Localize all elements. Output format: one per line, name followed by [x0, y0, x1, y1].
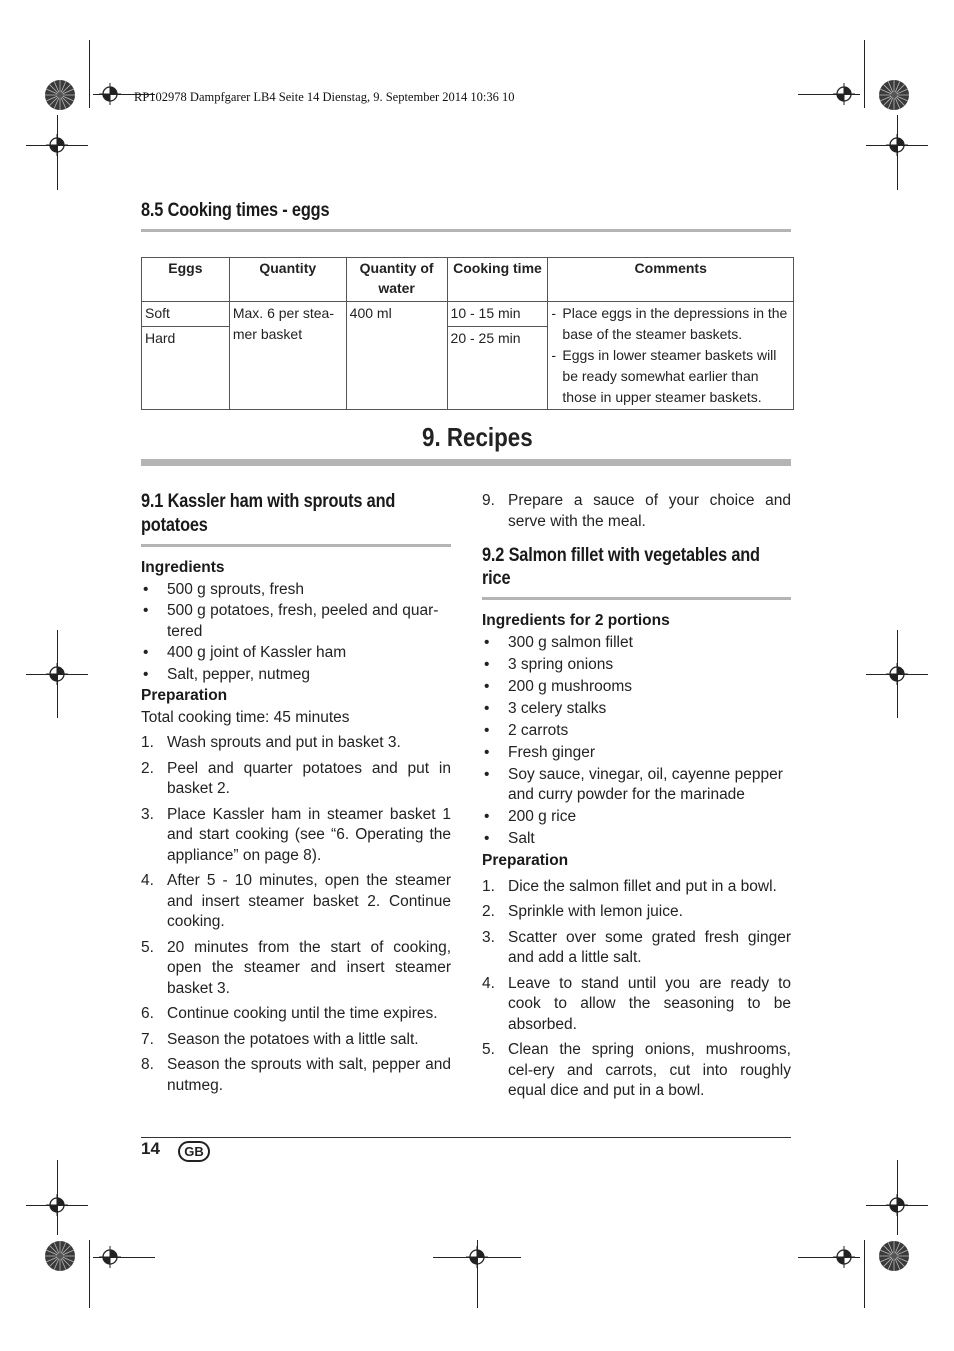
list-item: • Salt, pepper, nutmeg [143, 665, 311, 683]
recipe-9-1-body [141, 558, 451, 1101]
registration-crosshair-icon [833, 83, 855, 105]
chapter-title: 9. Recipes [421, 422, 533, 452]
list-item: • 500 g sprouts, fresh [143, 580, 304, 598]
comment-item: - Place eggs in the depressions in the base of the steamer baskets. [551, 305, 788, 342]
list-item: • 300 g salmon fillet [484, 633, 633, 651]
recipe-9-1-title: 9.1 Kassler ham with sprouts and potatoes [141, 491, 396, 536]
step-item: 9. Prepare a sauce of your choice and serve with the meal. [482, 492, 791, 530]
step-item: 3. Place Kassler ham in steamer basket 1 and start cooking (see “6. Operating the appliance” on page 8). [141, 805, 451, 864]
preparation-heading: Preparation [141, 687, 228, 704]
list-item: • Fresh ginger [484, 743, 596, 761]
ingredients-heading: Ingredients for 2 portions [482, 612, 670, 629]
color-rosette-icon [44, 79, 76, 111]
cell-eggs-hard: Hard [142, 327, 230, 410]
color-rosette-icon [44, 1240, 76, 1272]
header-quantity: Quantity [229, 258, 346, 302]
page-number: 14 [141, 1139, 160, 1158]
header-cooking-time: Cooking time [447, 258, 548, 302]
registration-crosshair-icon [46, 134, 68, 156]
total-time: Total cooking time: 45 minutes [141, 708, 350, 726]
section-rule [141, 229, 791, 232]
list-item: • 500 g potatoes, fresh, peeled and quar-tered [143, 602, 439, 640]
step-item: 2. Sprinkle with lemon juice. [482, 903, 683, 920]
step-item: 7. Season the potatoes with a little salt. [141, 1030, 419, 1048]
list-item: • 400 g joint of Kassler ham [143, 644, 347, 661]
section-rule [482, 597, 791, 600]
step-item: 1. Dice the salmon fillet and put in a bowl. [482, 877, 777, 895]
list-item: • 200 g mushrooms [484, 677, 633, 695]
cell-water: 400 ml [346, 302, 447, 410]
step-item: 6. Continue cooking until the time expires. [141, 1005, 438, 1022]
section-title-8-5: 8.5 Cooking times - eggs [141, 200, 330, 221]
cell-quantity: Max. 6 per stea-mer basket [229, 302, 346, 410]
header-comments: Comments [548, 258, 794, 302]
registration-crosshair-icon [886, 1194, 908, 1216]
comment-item: - Eggs in lower steamer baskets will be ready somewhat earlier than those in upper steamer baskets. [551, 347, 777, 405]
registration-crosshair-icon [833, 1246, 855, 1268]
chapter-rule [141, 459, 791, 466]
ingredients-heading: Ingredients [141, 559, 225, 576]
registration-crosshair-icon [46, 663, 68, 685]
step-item: 4. After 5 - 10 minutes, open the steamer and insert steamer basket 2. Continue cooking. [141, 872, 451, 930]
preparation-heading: Preparation [482, 852, 569, 869]
recipe-9-2-title: 9.2 Salmon fillet with vegetables and rice [482, 545, 760, 589]
cell-time-hard: 20 - 25 min [447, 327, 548, 410]
step-item: 8. Season the sprouts with salt, pepper and nutmeg. [141, 1056, 451, 1094]
step-item: 4. Leave to stand until you are ready to cook to allow the seasoning to be absorbed. [482, 974, 791, 1033]
step-item: 5. Clean the spring onions, mushrooms, cel-ery and carrots, cut into roughly equal dice and put in a bowl. [482, 1041, 791, 1099]
cell-eggs-soft: Soft [142, 302, 230, 327]
language-badge: GB [178, 1141, 210, 1162]
registration-crosshair-icon [886, 663, 908, 685]
table-header-row [142, 258, 794, 302]
section-rule [141, 544, 451, 547]
print-header: RP102978 Dampfgarer LB4 Seite 14 Dienstag, 9. September 2014 10:36 10 [134, 90, 515, 104]
step-item: 1. Wash sprouts and put in basket 3. [141, 734, 401, 751]
color-rosette-icon [878, 79, 910, 111]
footer-rule [141, 1137, 791, 1138]
eggs-cooking-table [141, 257, 794, 410]
list-item: • 2 carrots [484, 721, 569, 739]
list-item: • 200 g rice [484, 808, 577, 825]
list-item: • 3 celery stalks [484, 699, 607, 717]
cell-time-soft: 10 - 15 min [447, 302, 548, 327]
cell-comments [548, 302, 794, 410]
registration-crosshair-icon [99, 1246, 121, 1268]
list-item: • Salt [484, 830, 535, 847]
header-quantity-of-water: Quantity of water [346, 258, 447, 302]
recipe-9-2-body [482, 611, 791, 1107]
registration-crosshair-icon [466, 1246, 488, 1268]
list-item: • 3 spring onions [484, 655, 614, 673]
header-eggs: Eggs [142, 258, 230, 302]
table-row [142, 302, 794, 327]
registration-crosshair-icon [99, 83, 121, 105]
recipe-9-1-continued [482, 491, 791, 537]
registration-crosshair-icon [886, 134, 908, 156]
color-rosette-icon [878, 1240, 910, 1272]
step-item: 5. 20 minutes from the start of cooking, open the steamer and insert steamer basket 3. [141, 938, 451, 997]
list-item: • Soy sauce, vinegar, oil, cayenne pepper and curry powder for the marinade [484, 765, 783, 803]
step-item: 3. Scatter over some grated fresh ginger and add a little salt. [482, 928, 791, 966]
registration-crosshair-icon [46, 1194, 68, 1216]
step-item: 2. Peel and quarter potatoes and put in basket 2. [141, 759, 451, 797]
